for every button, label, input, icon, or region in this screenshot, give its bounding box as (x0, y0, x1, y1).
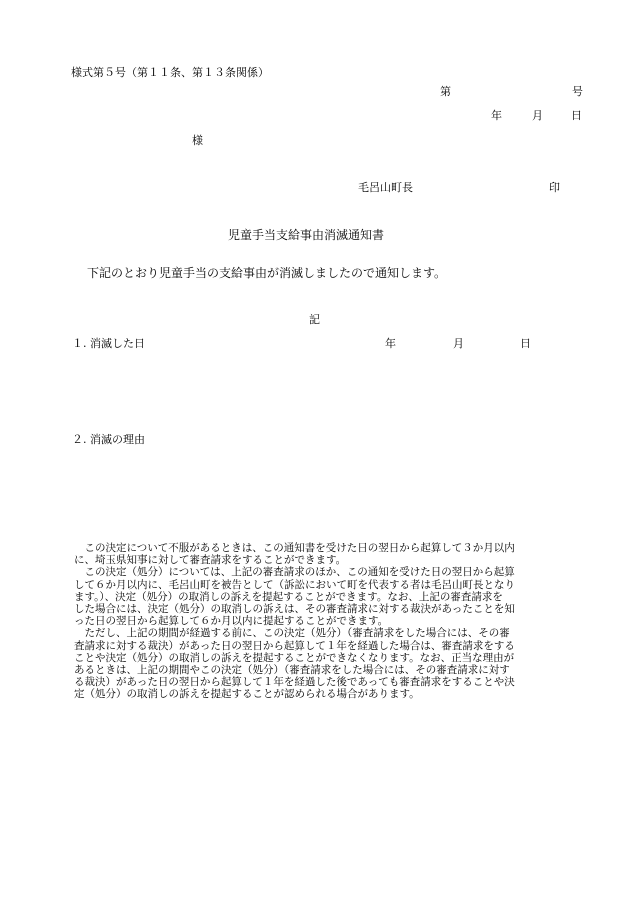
issuer-seal: 印 (549, 181, 560, 194)
intro-text: 下記のとおり児童手当の支給事由が消滅しましたので通知します。 (87, 266, 447, 280)
notice-line: この決定（処分）については、上記の審査請求のほか、この通知を受けた日の翌日から起算 (74, 566, 515, 579)
item2-label: ２. 消滅の理由 (72, 433, 145, 446)
issue-date-year: 年 (491, 109, 502, 122)
item1-label: １. 消滅した日 (72, 337, 145, 350)
notice-line: して６か月以内に、毛呂山町を被告として（訴訟において町を代表する者は毛呂山町長となり (74, 578, 515, 591)
issue-date-day: 日 (571, 109, 582, 122)
ki-heading: 記 (309, 313, 320, 326)
document-title: 児童手当支給事由消滅通知書 (228, 228, 385, 242)
notice-line: 査請求に対する裁決）があった日の翌日から起算して１年を経過した場合は、審査請求をする (74, 639, 515, 652)
document-number-prefix: 第 (440, 85, 451, 98)
issue-date-month: 月 (532, 109, 543, 122)
notice-line: った日の翌日から起算して６か月以内に提起することができます。 (74, 615, 389, 628)
notice-line: ことや決定（処分）の取消しの訴えを提起することができなくなります。なお、正当な理由が (74, 651, 515, 664)
item1-month: 月 (453, 337, 464, 350)
notice-line: に、埼玉県知事に対して審査請求をすることができます。 (74, 554, 347, 567)
appeal-notice (74, 542, 590, 700)
notice-line: ただし、上記の期間が経過する前に、この決定（処分）（審査請求をした場合には、その審 (74, 627, 510, 640)
form-number: 様式第５号（第１１条、第１３条関係） (71, 66, 269, 79)
issuer-title: 毛呂山町長 (358, 181, 413, 194)
document-number-suffix: 号 (572, 85, 583, 98)
notice-line: あるときは、上記の期間やこの決定（処分）（審査請求をした場合には、その審査請求に対す (74, 663, 510, 676)
notice-line: ます。）、決定（処分）の取消しの訴えを提起することができます。なお、上記の審査請求を (74, 590, 503, 603)
notice-line: した場合には、決定（処分）の取消しの訴えは、その審査請求に対する裁決があったことを知 (74, 602, 515, 615)
item1-day: 日 (520, 337, 531, 350)
notice-line: この決定について不服があるときは、この通知書を受けた日の翌日から起算して３か月以内 (74, 542, 515, 554)
notice-line: る裁決）があった日の翌日から起算して１年を経過した後であっても審査請求をすることや決 (74, 676, 515, 689)
addressee-suffix: 様 (192, 134, 203, 147)
item1-year: 年 (385, 337, 396, 350)
notice-line: 定（処分）の取消しの訴えを提起することが認められる場合があります。 (74, 688, 420, 701)
